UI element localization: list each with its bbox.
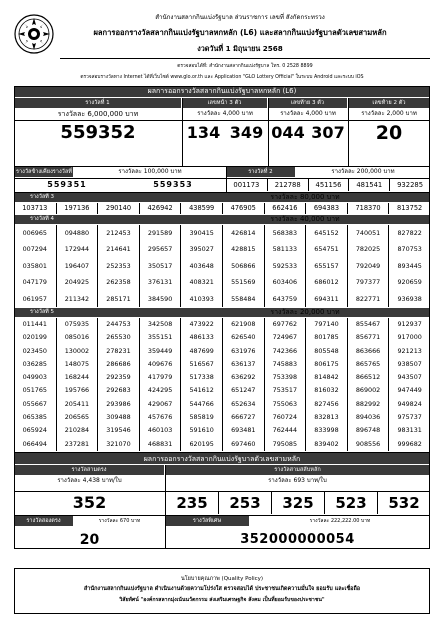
front3-label: เลขหน้า 3 ตัว [182, 98, 268, 108]
front3-amount: รางวัลละ 4,000 บาท [197, 110, 253, 117]
fourth-number: 654751 [305, 241, 347, 257]
fifth-prize-label: รางวัลที่ 5 [14, 308, 430, 317]
fourth-number: 643759 [264, 291, 306, 307]
fifth-number: 517338 [180, 371, 222, 384]
fifth-number: 762444 [264, 424, 306, 437]
divider [348, 98, 349, 166]
fifth-number: 917000 [388, 331, 430, 344]
divider [14, 178, 430, 179]
second-prize-number: 001173 [233, 181, 260, 189]
second-prize-number: 481541 [348, 179, 389, 191]
third-prize-amount: รางวัลละ 80,000 บาท [270, 193, 340, 201]
fifth-number: 856771 [347, 331, 389, 344]
tod3-amount: รางวัลละ 693 บาท/ใบ [268, 477, 327, 484]
fifth-number: 863666 [347, 345, 389, 358]
fourth-number: 262358 [97, 274, 139, 290]
third-prize-number: 694383 [305, 203, 347, 214]
fifth-number: 585819 [180, 411, 222, 424]
fifth-number: 457676 [139, 411, 181, 424]
fifth-number: 066494 [22, 439, 47, 448]
back2-number: 20 [375, 122, 403, 144]
third-prize-label: รางวัลที่ 3 [14, 193, 430, 202]
back3-number: 307 [311, 123, 345, 142]
back2-label: เลขท้าย 2 ตัว [348, 98, 430, 108]
fourth-number: 893445 [388, 258, 430, 274]
fifth-number: 724967 [264, 331, 306, 344]
tod3-number: 325 [271, 492, 324, 514]
fifth-number: 544766 [180, 398, 222, 411]
front3-number: 134 [186, 123, 221, 142]
fifth-number: 651247 [222, 384, 264, 397]
fifth-number: 896748 [347, 424, 389, 437]
fifth-number: 065385 [22, 413, 47, 422]
front3-number: 349 [229, 123, 264, 142]
fifth-number: 468831 [139, 438, 181, 451]
third-prize-number: 662416 [264, 203, 306, 214]
fourth-number: 196407 [56, 258, 98, 274]
fifth-number: 205411 [56, 398, 98, 411]
fifth-number: 947449 [388, 384, 430, 397]
fourth-number: 172944 [56, 241, 98, 257]
fourth-number: 094880 [56, 225, 98, 241]
fourth-number: 006965 [22, 229, 47, 237]
tod3-number: 532 [377, 492, 430, 514]
back3-label: เลขท้าย 3 ตัว [268, 98, 348, 108]
straight3-number: 352 [72, 493, 107, 512]
organization-name: สำนักงานสลากกินแบ่งรัฐบาล ส่วนราชการ เลขที่ สังกัดกระทรวง [155, 14, 325, 21]
fourth-number: 920659 [388, 274, 430, 290]
fifth-number: 938507 [388, 358, 430, 371]
vision-text: วิสัยทัศน์ "องค์กรสลากมุ่งเน้นนวัตกรรม ส่งเสริมเศรษฐกิจ สังคม เป็นที่ยอมรับของประชาชน" [119, 597, 325, 603]
fifth-number: 055667 [22, 399, 47, 408]
fifth-number: 473922 [180, 318, 222, 331]
fifth-number: 833998 [305, 424, 347, 437]
fifth-number: 742366 [264, 345, 306, 358]
back2-amount: รางวัลละ 2,000 บาท [361, 110, 417, 117]
fifth-number: 855467 [347, 318, 389, 331]
fourth-number: 061957 [22, 294, 47, 303]
divider [14, 166, 430, 167]
fifth-number: 075935 [56, 318, 98, 331]
divider [226, 166, 227, 192]
special-amount: รางวัลละ 222,222.00 บาท [309, 518, 371, 524]
fifth-number: 486133 [180, 331, 222, 344]
divider [60, 58, 430, 59]
fourth-number: 395027 [180, 241, 222, 257]
fifth-number: 943507 [388, 371, 430, 384]
fourth-number: 581133 [264, 241, 306, 257]
fifth-number: 051765 [22, 386, 47, 395]
fifth-number: 516567 [180, 358, 222, 371]
fifth-number: 265530 [97, 331, 139, 344]
fifth-number: 636137 [222, 358, 264, 371]
fourth-number: 822771 [347, 291, 389, 307]
fourth-number: 390415 [180, 225, 222, 241]
fifth-number: 278231 [97, 345, 139, 358]
n3-section-title: ผลการออกรางวัลสลากกินแบ่งรัฐบาลตัวเลขสามหลัก [14, 452, 430, 464]
l6-section-title: ผลการออกรางวัลสลากกินแบ่งรัฐบาลหกหลัก (L6) [14, 86, 430, 97]
fifth-number: 908556 [347, 438, 389, 451]
fourth-number: 350517 [139, 258, 181, 274]
divider [14, 515, 430, 516]
fourth-number: 936938 [388, 291, 430, 307]
fifth-number: 355151 [139, 331, 181, 344]
fifth-number: 666727 [222, 411, 264, 424]
fifth-number: 020199 [22, 333, 47, 342]
third-prize-number: 476905 [222, 203, 264, 214]
fifth-number: 631976 [222, 345, 264, 358]
fourth-number: 740051 [347, 225, 389, 241]
fifth-number: 866512 [347, 371, 389, 384]
fifth-number: 321070 [97, 438, 139, 451]
fifth-number: 816032 [305, 384, 347, 397]
tod3-number: 523 [324, 492, 377, 514]
divider [182, 98, 183, 166]
fourth-number: 384590 [139, 291, 181, 307]
fourth-number: 410393 [180, 291, 222, 307]
fifth-number: 424295 [139, 384, 181, 397]
fourth-number: 645152 [305, 225, 347, 241]
special-number: 352000000054 [240, 532, 355, 547]
fifth-number: 429067 [139, 398, 181, 411]
fifth-number: 417979 [139, 371, 181, 384]
fifth-number: 460103 [139, 424, 181, 437]
fifth-number: 130002 [56, 345, 98, 358]
fifth-number: 999682 [388, 438, 430, 451]
fifth-number: 244753 [97, 318, 139, 331]
divider [14, 192, 430, 193]
fifth-number: 011441 [22, 320, 47, 328]
fifth-number: 755063 [264, 398, 306, 411]
fourth-number: 694311 [305, 291, 347, 307]
two-straight-label: รางวัลสองตรง [14, 516, 74, 526]
fifth-number: 894036 [347, 411, 389, 424]
fifth-number: 827456 [305, 398, 347, 411]
fourth-number: 212453 [97, 225, 139, 241]
fourth-number: 592533 [264, 258, 306, 274]
fourth-number: 655157 [305, 258, 347, 274]
fourth-number: 295657 [139, 241, 181, 257]
divider [165, 465, 166, 549]
draw-date: งวดวันที่ 1 มิถุนายน 2568 [197, 44, 283, 53]
fourth-number: 506866 [222, 258, 264, 274]
fifth-number: 168244 [56, 371, 98, 384]
fifth-number: 753517 [264, 384, 306, 397]
fifth-number: 882992 [347, 398, 389, 411]
second-prize-number: 212788 [267, 179, 308, 191]
fifth-number: 409676 [139, 358, 181, 371]
second-prize-amount: รางวัลละ 200,000 บาท [331, 168, 395, 175]
fifth-number: 869002 [347, 384, 389, 397]
fifth-number: 359449 [139, 345, 181, 358]
fifth-number: 065924 [22, 426, 47, 435]
fifth-number: 036285 [22, 359, 47, 368]
two-straight-number: 20 [79, 532, 100, 548]
fourth-number: 291589 [139, 225, 181, 241]
third-prize-number: 813752 [388, 203, 430, 214]
fifth-prize-amount: รางวัลละ 20,000 บาท [270, 308, 340, 316]
fifth-number: 912937 [388, 318, 430, 331]
fourth-number: 204925 [56, 274, 98, 290]
website-notice: ตรวจสอบรางวัลทาง Internet ได้ที่เว็บไซต์ www.glo.or.th และ Application "GLO Lottery Official" ในระบบ Android และระบบ iOS [80, 75, 364, 80]
fifth-number: 865765 [347, 358, 389, 371]
fourth-number: 426814 [222, 225, 264, 241]
fifth-number: 292683 [97, 384, 139, 397]
fifth-number: 085016 [56, 331, 98, 344]
third-prize-number: 438599 [180, 203, 222, 214]
near-first-number: 559351 [47, 180, 87, 189]
fifth-number: 921213 [388, 345, 430, 358]
fifth-number: 210284 [56, 424, 98, 437]
third-prize-number: 718370 [347, 203, 389, 214]
third-prize-number: 290140 [97, 203, 139, 214]
fifth-number: 023450 [22, 346, 47, 355]
fifth-number: 805548 [305, 345, 347, 358]
fourth-number: 568383 [264, 225, 306, 241]
tod3-number: 253 [218, 492, 271, 514]
fifth-number: 621908 [222, 318, 264, 331]
fourth-number: 211342 [56, 291, 98, 307]
first-prize-number: 559352 [60, 122, 136, 143]
divider [268, 98, 269, 166]
fifth-number: 760724 [264, 411, 306, 424]
fourth-number: 782025 [347, 241, 389, 257]
two-straight-amount: รางวัลละ 670 บาท [98, 518, 141, 524]
fifth-number: 983131 [388, 424, 430, 437]
fifth-number: 949824 [388, 398, 430, 411]
tod3-number: 235 [165, 492, 218, 514]
fifth-number: 697460 [222, 438, 264, 451]
results-frame [14, 86, 430, 549]
back3-number: 044 [271, 123, 305, 142]
fifth-number: 319546 [97, 424, 139, 437]
fifth-number: 591610 [180, 424, 222, 437]
third-prize-number: 103713 [22, 204, 48, 212]
fourth-number: 252353 [97, 258, 139, 274]
fourth-number: 035801 [22, 261, 47, 270]
fourth-number: 827822 [388, 225, 430, 241]
fifth-number: 693481 [222, 424, 264, 437]
fourth-prize-label: รางวัลที่ 4 [14, 215, 430, 224]
fifth-number: 541612 [180, 384, 222, 397]
fifth-number: 652634 [222, 398, 264, 411]
fourth-number: 047179 [22, 278, 47, 287]
fifth-number: 148075 [56, 358, 98, 371]
document-title: ผลการออกรางวัลสลากกินแบ่งรัฐบาลหกหลัก (L6) และสลากกินแบ่งรัฐบาลตัวเลขสามหลัก [93, 28, 387, 37]
fifth-number: 975737 [388, 411, 430, 424]
fifth-number: 797140 [305, 318, 347, 331]
fifth-number: 626540 [222, 331, 264, 344]
fifth-number: 206565 [56, 411, 98, 424]
fifth-number: 753398 [264, 371, 306, 384]
fifth-number: 309488 [97, 411, 139, 424]
fifth-number: 814842 [305, 371, 347, 384]
fourth-prize-amount: รางวัลละ 40,000 บาท [270, 215, 340, 223]
fifth-number: 292359 [97, 371, 139, 384]
second-prize-label: รางวัลที่ 2 [226, 167, 296, 177]
fifth-number: 195766 [56, 384, 98, 397]
fifth-number: 801785 [305, 331, 347, 344]
special-label: รางวัลพิเศษ [165, 516, 250, 526]
fifth-number: 806175 [305, 358, 347, 371]
fourth-number: 686012 [305, 274, 347, 290]
near-first-number: 559353 [153, 180, 193, 189]
fourth-number: 408321 [180, 274, 222, 290]
fourth-number: 551569 [222, 274, 264, 290]
first-prize-amount: รางวัลละ 6,000,000 บาท [57, 110, 139, 118]
fourth-number: 376131 [139, 274, 181, 290]
fourth-number: 214641 [97, 241, 139, 257]
fourth-number: 558484 [222, 291, 264, 307]
fifth-number: 839402 [305, 438, 347, 451]
glo-emblem-icon [13, 13, 55, 55]
near-first-amount: รางวัลละ 100,000 บาท [118, 168, 182, 175]
fifth-number: 636292 [222, 371, 264, 384]
fourth-number: 603406 [264, 274, 306, 290]
fifth-number: 293986 [97, 398, 139, 411]
quality-policy-text: สำนักงานสลากกินแบ่งรัฐบาล ดำเนินงานด้วยความโปร่งใส ตรวจสอบได้ ประชาชนเกิดความมั่นใจ ยอมรับ และเชื่อถือ [83, 586, 361, 592]
quality-policy-title: นโยบายคุณภาพ (Quality Policy) [180, 576, 264, 582]
third-prize-number: 197136 [56, 203, 98, 214]
first-prize-label: รางวัลที่ 1 [14, 98, 182, 108]
contact-address: ตรวจสอบได้ที่: สำนักงานสลากกินแบ่งรัฐบาล โทร. 0 2528 8899 [177, 64, 313, 69]
fifth-number: 697762 [264, 318, 306, 331]
fourth-number: 403648 [180, 258, 222, 274]
third-prize-number: 426942 [139, 203, 181, 214]
near-first-label: รางวัลข้างเคียงรางวัลที่ 1 [14, 167, 74, 177]
straight3-label: รางวัลสามตรง [14, 465, 165, 475]
fifth-number: 286686 [97, 358, 139, 371]
straight3-amount: รางวัลละ 4,438 บาท/ใบ [57, 477, 122, 484]
fifth-number: 795085 [264, 438, 306, 451]
fifth-number: 745883 [264, 358, 306, 371]
fifth-number: 487699 [180, 345, 222, 358]
tod3-label: รางวัลสามสลับหลัก [165, 465, 430, 475]
fourth-number: 285171 [97, 291, 139, 307]
fourth-number: 870753 [388, 241, 430, 257]
second-prize-number: 451156 [308, 179, 349, 191]
fourth-number: 007294 [22, 245, 47, 254]
fifth-number: 049903 [22, 373, 47, 382]
fourth-number: 792049 [347, 258, 389, 274]
divider [14, 491, 430, 492]
divider [14, 120, 430, 121]
fifth-number: 237281 [56, 438, 98, 451]
fourth-number: 797377 [347, 274, 389, 290]
back3-amount: รางวัลละ 4,000 บาท [280, 110, 336, 117]
second-prize-number: 932285 [389, 179, 430, 191]
fourth-number: 428815 [222, 241, 264, 257]
fifth-number: 342508 [139, 318, 181, 331]
fifth-number: 620195 [180, 438, 222, 451]
fifth-number: 832813 [305, 411, 347, 424]
